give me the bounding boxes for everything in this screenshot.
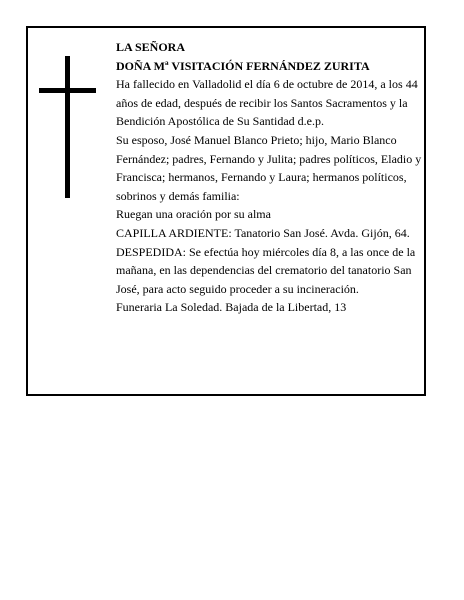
family-list: Su esposo, José Manuel Blanco Prieto; hijo, Mario Blanco Fernández; padres, Fernando y Julita; padres políticos, Eladio y Francisca; hermanos, Fernando y Laura; hermanos políticos, sobrinos y demás familia: [116,132,422,203]
cross-icon [39,56,96,198]
obituary-notice [26,26,426,396]
death-announcement: Ha fallecido en Valladolid el día 6 de octubre de 2014, a los 44 años de edad, después de recibir los Santos Sacramentos y la Bendición Apostólica de Su Santidad d.e.p. [116,77,418,129]
notice-title: LA SEÑORA [116,40,186,54]
prayer-request: Ruegan una oración por su alma [116,207,271,222]
notice-text [116,38,422,317]
funeral-home: Funeraria La Soledad. Bajada de la Libertad, 13 [116,300,347,315]
chapel-info: CAPILLA ARDIENTE: Tanatorio San José. Avda. Gijón, 64. [116,225,410,240]
deceased-name: DOÑA Mª VISITACIÓN FERNÁNDEZ ZURITA [116,58,370,73]
farewell-info: DESPEDIDA: Se efectúa hoy miércoles día 8, a las once de la mañana, en las dependencias del crematorio del tanatorio San José, para acto seguido proceder a su incineración. [116,244,416,296]
